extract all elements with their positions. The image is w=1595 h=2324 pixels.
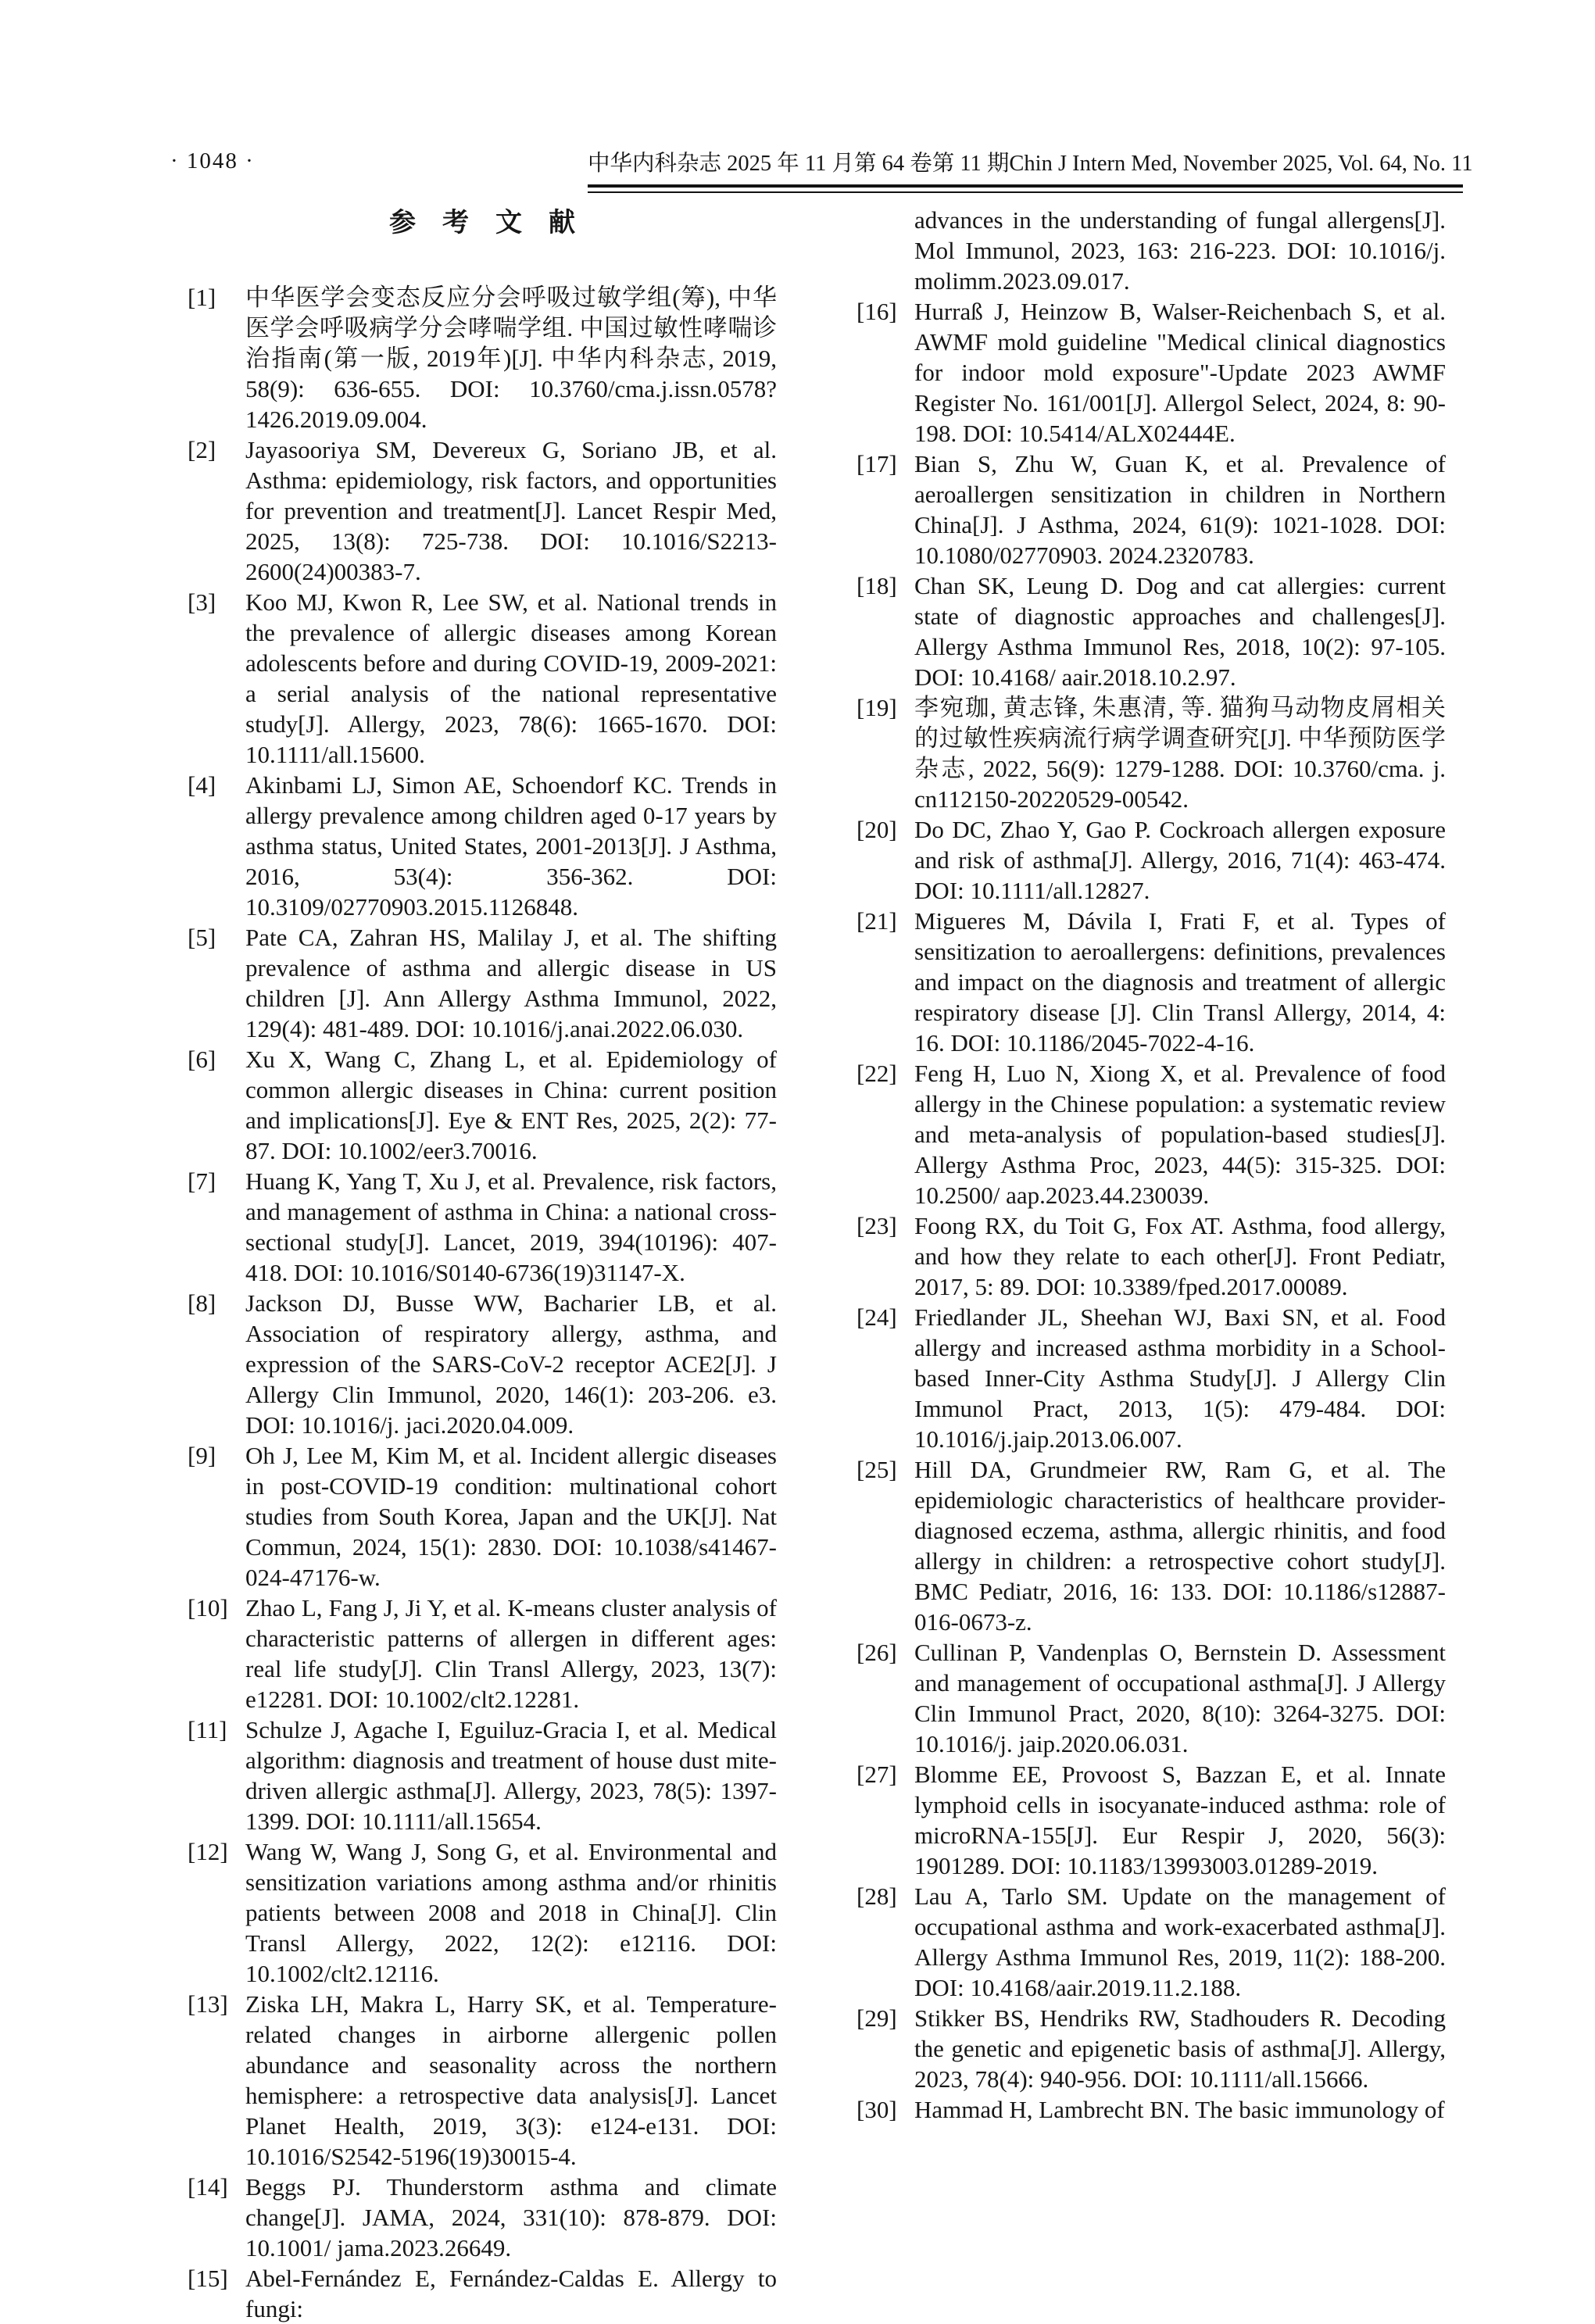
- reference-label: [5]: [188, 924, 216, 951]
- reference-text: 中华医学会变态反应分会呼吸过敏学组(筹), 中华医学会呼吸病学分会哮喘学组. 中国过敏性哮喘诊治指南(第一版, 2019年)[J]. 中华内科杂志, 2019, 58(9): 636-655. DOI: 10.3760/cma.j.issn.0578?1426.2019.09.004.: [245, 284, 777, 433]
- reference-text: Zhao L, Fang J, Ji Y, et al. K-means cluster analysis of characteristic patterns of allergen in different ages: real life study[J]. Clin Transl Allergy, 2023, 13(7): e12281. DOI: 10.1002/clt2.12281.: [245, 1594, 777, 1713]
- reference-list-right: [857, 205, 1446, 2125]
- reference-item: [857, 2094, 1446, 2125]
- reference-text: Bian S, Zhu W, Guan K, et al. Prevalence of aeroallergen sensitization in children in Northern China[J]. J Asthma, 2024, 61(9): 1021-1028. DOI: 10.1080/02770903. 2024.2320783.: [914, 450, 1446, 569]
- reference-item: [188, 1593, 777, 1714]
- reference-item: [857, 1454, 1446, 1637]
- reference-label: [29]: [857, 2004, 897, 2032]
- reference-item: [188, 2263, 777, 2324]
- reference-item: [857, 1058, 1446, 1210]
- reference-item: [857, 692, 1446, 814]
- section-title: 参考文献: [389, 209, 602, 238]
- reference-item: [188, 1166, 777, 1288]
- reference-label: [7]: [188, 1167, 216, 1195]
- reference-label: [8]: [188, 1289, 216, 1317]
- reference-label: [28]: [857, 1882, 897, 1910]
- reference-text: Jackson DJ, Busse WW, Bacharier LB, et al. Association of respiratory allergy, asthma, and expression of the SARS-CoV-2 receptor ACE2[J]. J Allergy Clin Immunol, 2020, 146(1): 203-206. e3. DOI: 10.1016/j. jaci.2020.04.009.: [245, 1289, 777, 1439]
- reference-label: [30]: [857, 2096, 897, 2123]
- reference-label: [23]: [857, 1212, 897, 1239]
- reference-label: [6]: [188, 1046, 216, 1073]
- reference-label: [13]: [188, 1990, 228, 2018]
- reference-item: [857, 814, 1446, 906]
- reference-text: Stikker BS, Hendriks RW, Stadhouders R. Decoding the genetic and epigenetic basis of asthma[J]. Allergy, 2023, 78(4): 940-956. DOI: 10.1111/all.15666.: [914, 2004, 1446, 2093]
- reference-item: [188, 770, 777, 922]
- reference-text: Akinbami LJ, Simon AE, Schoendorf KC. Trends in allergy prevalence among children aged 0-17 years by asthma status, United States, 2001-2013[J]. J Asthma, 2016, 53(4): 356-362. DOI: 10.3109/02770903.2015.1126848.: [245, 771, 777, 921]
- reference-text: Schulze J, Agache I, Eguiluz-Gracia I, et al. Medical algorithm: diagnosis and treatment of house dust mite-driven allergic asthma[J]. Allergy, 2023, 78(5): 1397-1399. DOI: 10.1111/all.15654.: [245, 1716, 777, 1835]
- reference-text: Abel-Fernández E, Fernández-Caldas E. Allergy to fungi:: [245, 2265, 777, 2322]
- reference-item: [857, 1759, 1446, 1881]
- reference-item: [857, 1881, 1446, 2003]
- journal-header: [588, 145, 1473, 193]
- reference-label: [16]: [857, 298, 897, 325]
- reference-text: Chan SK, Leung D. Dog and cat allergies: current state of diagnostic approaches and challenges[J]. Allergy Asthma Immunol Res, 2018, 10(2): 97-105. DOI: 10.4168/ aair.2018.10.2.97.: [914, 572, 1446, 691]
- reference-item: [188, 1440, 777, 1593]
- reference-continuation: [857, 205, 1446, 296]
- reference-item: [857, 449, 1446, 570]
- reference-label: [27]: [857, 1761, 897, 1788]
- reference-label: [12]: [188, 1838, 228, 1865]
- reference-text: Beggs PJ. Thunderstorm asthma and climate change[J]. JAMA, 2024, 331(10): 878-879. DOI: 10.1001/ jama.2023.26649.: [245, 2173, 777, 2261]
- page-number: · 1048 ·: [170, 148, 255, 173]
- references-column-right: [857, 205, 1446, 2125]
- reference-text: Wang W, Wang J, Song G, et al. Environmental and sensitization variations among asthma and/or rhinitis patients between 2008 and 2018 in China[J]. Clin Transl Allergy, 2022, 12(2): e12116. DOI: 10.1002/clt2.12116.: [245, 1838, 777, 1987]
- reference-label: [2]: [188, 436, 216, 463]
- reference-item: [188, 922, 777, 1044]
- reference-item: [188, 1714, 777, 1836]
- reference-label: [14]: [188, 2173, 228, 2201]
- reference-label: [26]: [857, 1639, 897, 1666]
- reference-label: [22]: [857, 1060, 897, 1087]
- reference-item: [188, 1288, 777, 1440]
- reference-item: [857, 296, 1446, 449]
- reference-item: [857, 1637, 1446, 1759]
- reference-text: 李宛珈, 黄志锋, 朱惠清, 等. 猫狗马动物皮屑相关的过敏性疾病流行病学调查研究[J]. 中华预防医学杂志, 2022, 56(9): 1279-1288. DOI: 10.3760/cma. j. cn112150-20220529-00542.: [914, 694, 1446, 813]
- header-rule: [588, 184, 1463, 193]
- journal-title-cn: 中华内科杂志 2025 年 11 月第 64 卷第 11 期: [588, 152, 1010, 176]
- reference-text: Do DC, Zhao Y, Gao P. Cockroach allergen exposure and risk of asthma[J]. Allergy, 2016, 71(4): 463-474. DOI: 10.1111/all.12827.: [914, 816, 1446, 904]
- reference-list-left: [188, 282, 777, 2324]
- reference-label: [3]: [188, 588, 216, 616]
- reference-text: Migueres M, Dávila I, Frati F, et al. Types of sensitization to aeroallergens: definitions, prevalences and impact on the diagnosis and treatment of allergic respiratory disease [J]. Clin Transl Allergy, 2014, 4: 16. DOI: 10.1186/2045-7022-4-16.: [914, 907, 1446, 1057]
- reference-item: [857, 906, 1446, 1058]
- reference-label: [11]: [188, 1716, 227, 1743]
- reference-item: [188, 1989, 777, 2172]
- references-column-left: [188, 205, 777, 2324]
- reference-item: [188, 587, 777, 770]
- reference-text: advances in the understanding of fungal allergens[J]. Mol Immunol, 2023, 163: 216-223. DOI: 10.1016/j. molimm.2023.09.017.: [914, 206, 1446, 295]
- reference-item: [188, 1836, 777, 1989]
- reference-item: [188, 2172, 777, 2263]
- reference-text: Xu X, Wang C, Zhang L, et al. Epidemiology of common allergic diseases in China: current position and implications[J]. Eye & ENT Res, 2025, 2(2): 77-87. DOI: 10.1002/eer3.70016.: [245, 1046, 777, 1164]
- reference-label: [10]: [188, 1594, 228, 1621]
- reference-label: [15]: [188, 2265, 228, 2292]
- reference-label: [20]: [857, 816, 897, 843]
- journal-title-en: Chin J Intern Med, November 2025, Vol. 64, No. 11: [1009, 152, 1473, 176]
- reference-label: [18]: [857, 572, 897, 599]
- reference-text: Koo MJ, Kwon R, Lee SW, et al. National trends in the prevalence of allergic diseases among Korean adolescents before and during COVID-19, 2009-2021: a serial analysis of the national representative study[J]. Allergy, 2023, 78(6): 1665-1670. DOI: 10.1111/all.15600.: [245, 588, 777, 768]
- reference-item: [857, 1302, 1446, 1454]
- reference-label: [21]: [857, 907, 897, 935]
- reference-item: [188, 1044, 777, 1166]
- reference-item: [188, 434, 777, 587]
- reference-label: [25]: [857, 1456, 897, 1483]
- reference-label: [4]: [188, 771, 216, 799]
- reference-label: [9]: [188, 1442, 216, 1469]
- reference-label: [24]: [857, 1303, 897, 1331]
- reference-text: Oh J, Lee M, Kim M, et al. Incident allergic diseases in post-COVID-19 condition: multinational cohort studies from South Korea, Japan and the UK[J]. Nat Commun, 2024, 15(1): 2830. DOI: 10.1038/s41467-024-47176-w.: [245, 1442, 777, 1591]
- reference-item: [857, 2003, 1446, 2094]
- reference-text: Cullinan P, Vandenplas O, Bernstein D. Assessment and management of occupational asthma[J]. J Allergy Clin Immunol Pract, 2020, 8(10): 3264-3275. DOI: 10.1016/j. jaip.2020.06.031.: [914, 1639, 1446, 1757]
- reference-item: [857, 570, 1446, 692]
- reference-label: [19]: [857, 694, 897, 721]
- reference-text: Foong RX, du Toit G, Fox AT. Asthma, food allergy, and how they relate to each other[J]. Front Pediatr, 2017, 5: 89. DOI: 10.3389/fped.2017.00089.: [914, 1212, 1446, 1300]
- reference-text: Lau A, Tarlo SM. Update on the management of occupational asthma and work-exacerbated asthma[J]. Allergy Asthma Immunol Res, 2019, 11(2): 188-200. DOI: 10.4168/aair.2019.11.2.188.: [914, 1882, 1446, 2001]
- reference-item: [857, 1210, 1446, 1302]
- reference-label: [1]: [188, 284, 216, 311]
- reference-label: [17]: [857, 450, 897, 477]
- reference-text: Hurraß J, Heinzow B, Walser-Reichenbach S, et al. AWMF mold guideline "Medical clinical diagnostics for indoor mold exposure"-Update 2023 AWMF Register No. 161/001[J]. Allergol Select, 2024, 8: 90-198. DOI: 10.5414/ALX02444E.: [914, 298, 1446, 447]
- reference-text: Huang K, Yang T, Xu J, et al. Prevalence, risk factors, and management of asthma in China: a national cross-sectional study[J]. Lancet, 2019, 394(10196): 407-418. DOI: 10.1016/S0140-6736(19)31147-X.: [245, 1167, 777, 1286]
- reference-text: Friedlander JL, Sheehan WJ, Baxi SN, et al. Food allergy and increased asthma morbidity in a School-based Inner-City Asthma Study[J]. J Allergy Clin Immunol Pract, 2013, 1(5): 479-484. DOI: 10.1016/j.jaip.2013.06.007.: [914, 1303, 1446, 1453]
- reference-text: Blomme EE, Provoost S, Bazzan E, et al. Innate lymphoid cells in isocyanate-induced asthma: role of microRNA-155[J]. Eur Respir J, 2020, 56(3): 1901289. DOI: 10.1183/13993003.01289-2019.: [914, 1761, 1446, 1879]
- reference-text: Feng H, Luo N, Xiong X, et al. Prevalence of food allergy in the Chinese population: a systematic review and meta-analysis of population-based studies[J]. Allergy Asthma Proc, 2023, 44(5): 315-325. DOI: 10.2500/ aap.2023.44.230039.: [914, 1060, 1446, 1209]
- reference-text: Jayasooriya SM, Devereux G, Soriano JB, et al. Asthma: epidemiology, risk factors, and opportunities for prevention and treatment[J]. Lancet Respir Med, 2025, 13(8): 725-738. DOI: 10.1016/S2213-2600(24)00383-7.: [245, 436, 777, 585]
- reference-text: Hammad H, Lambrecht BN. The basic immunology of: [914, 2096, 1445, 2123]
- reference-item: [188, 282, 777, 434]
- reference-text: Hill DA, Grundmeier RW, Ram G, et al. The epidemiologic characteristics of healthcare provider-diagnosed eczema, asthma, allergic rhinitis, and food allergy in children: a retrospective cohort study[J]. BMC Pediatr, 2016, 16: 133. DOI: 10.1186/s12887-016-0673-z.: [914, 1456, 1446, 1636]
- reference-text: Pate CA, Zahran HS, Malilay J, et al. The shifting prevalence of asthma and allergic disease in US children [J]. Ann Allergy Asthma Immunol, 2022, 129(4): 481-489. DOI: 10.1016/j.anai.2022.06.030.: [245, 924, 777, 1042]
- reference-text: Ziska LH, Makra L, Harry SK, et al. Temperature-related changes in airborne allergenic pollen abundance and seasonality across the northern hemisphere: a retrospective data analysis[J]. Lancet Planet Health, 2019, 3(3): e124-e131. DOI: 10.1016/S2542-5196(19)30015-4.: [245, 1990, 777, 2170]
- journal-title-line: [588, 145, 1473, 177]
